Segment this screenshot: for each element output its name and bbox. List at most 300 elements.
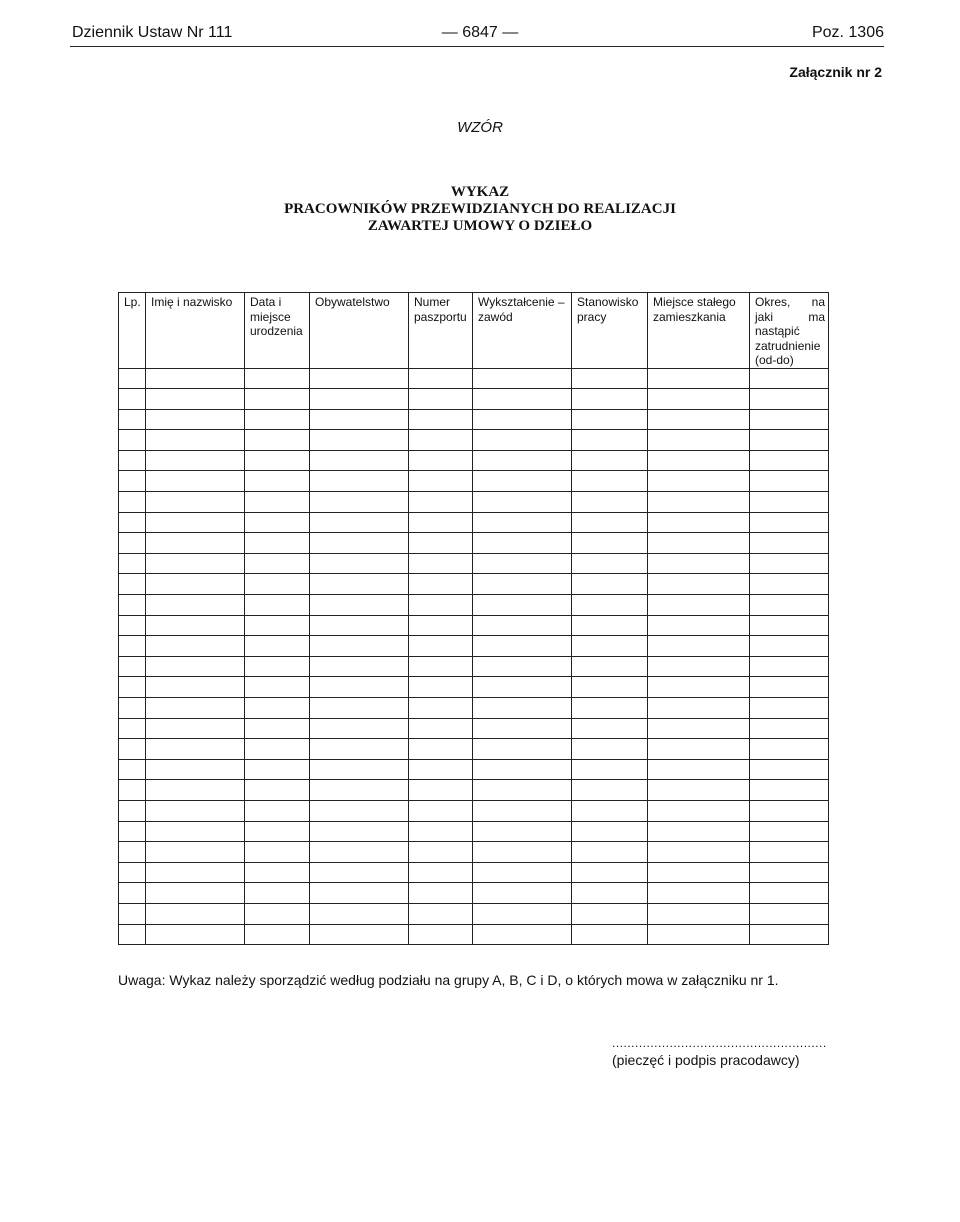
table-cell <box>409 821 473 842</box>
table-cell <box>310 718 409 739</box>
table-cell <box>750 615 829 636</box>
table-cell <box>648 656 750 677</box>
title-line: PRACOWNIKÓW PRZEWIDZIANYCH DO REALIZACJI <box>284 201 676 217</box>
column-header-lp: Lp. <box>119 293 146 369</box>
table-cell <box>409 698 473 719</box>
table-cell <box>146 512 245 533</box>
table-cell <box>648 739 750 760</box>
table-cell <box>473 883 572 904</box>
column-header-birth: Data i miejsce urodzenia <box>245 293 310 369</box>
table-cell <box>750 656 829 677</box>
title-line: WYKAZ <box>450 184 510 200</box>
table-cell <box>409 903 473 924</box>
table-body <box>119 368 829 945</box>
table-cell <box>146 883 245 904</box>
table-cell <box>648 533 750 554</box>
table-cell <box>119 677 146 698</box>
table-cell <box>409 677 473 698</box>
table-row <box>119 492 829 513</box>
table-cell <box>409 924 473 945</box>
table-cell <box>409 512 473 533</box>
table-cell <box>245 595 310 616</box>
table-cell <box>310 800 409 821</box>
table-cell <box>245 471 310 492</box>
table-cell <box>146 842 245 863</box>
column-header-period: Okres, na jaki ma nastąpić zatrudnienie (od-do) <box>750 293 829 369</box>
table-cell <box>146 698 245 719</box>
table-cell <box>119 780 146 801</box>
table-cell <box>245 924 310 945</box>
table-cell <box>473 862 572 883</box>
table-cell <box>409 842 473 863</box>
table-cell <box>473 533 572 554</box>
table-cell <box>750 492 829 513</box>
table-cell <box>648 471 750 492</box>
journal-title: Dziennik Ustaw Nr 111 <box>72 24 233 41</box>
table-cell <box>473 842 572 863</box>
table-cell <box>245 389 310 410</box>
title-line: ZAWARTEJ UMOWY O DZIEŁO <box>367 218 593 234</box>
table-row <box>119 450 829 471</box>
table-cell <box>310 883 409 904</box>
table-row <box>119 533 829 554</box>
page-number: — 6847 — <box>441 24 519 41</box>
table-cell <box>310 409 409 430</box>
table-cell <box>146 656 245 677</box>
table-cell <box>146 615 245 636</box>
table-cell <box>473 656 572 677</box>
table-cell <box>572 450 648 471</box>
table-cell <box>245 718 310 739</box>
table-cell <box>245 574 310 595</box>
table-cell <box>146 636 245 657</box>
table-cell <box>648 759 750 780</box>
table-cell <box>310 553 409 574</box>
table-cell <box>245 409 310 430</box>
table-cell <box>245 615 310 636</box>
table-cell <box>473 574 572 595</box>
table-cell <box>473 739 572 760</box>
table-cell <box>750 739 829 760</box>
table-cell <box>572 698 648 719</box>
table-cell <box>572 471 648 492</box>
table-row <box>119 903 829 924</box>
table-cell <box>572 924 648 945</box>
annex-label: Załącznik nr 2 <box>789 64 882 80</box>
table-cell <box>119 842 146 863</box>
table-cell <box>473 718 572 739</box>
table-cell <box>572 409 648 430</box>
table-cell <box>572 574 648 595</box>
table-cell <box>245 903 310 924</box>
table-cell <box>409 883 473 904</box>
table-cell <box>648 368 750 389</box>
table-cell <box>310 450 409 471</box>
table-cell <box>245 553 310 574</box>
table-cell <box>409 492 473 513</box>
table-cell <box>146 903 245 924</box>
table-header-row <box>119 293 829 369</box>
table-cell <box>572 759 648 780</box>
note-text: Uwaga: Wykaz należy sporządzić według podziału na grupy A, B, C i D, o których mowa w załączniku nr 1. <box>118 972 779 988</box>
table-cell <box>146 409 245 430</box>
table-cell <box>648 883 750 904</box>
table-cell <box>409 471 473 492</box>
table-cell <box>245 883 310 904</box>
table-cell <box>648 553 750 574</box>
table-cell <box>310 533 409 554</box>
table-cell <box>146 368 245 389</box>
table-cell <box>310 739 409 760</box>
table-cell <box>409 780 473 801</box>
table-cell <box>310 677 409 698</box>
table-cell <box>119 821 146 842</box>
table-cell <box>750 636 829 657</box>
table-row <box>119 636 829 657</box>
table-cell <box>473 924 572 945</box>
table-cell <box>119 862 146 883</box>
table-cell <box>473 389 572 410</box>
table-cell <box>119 574 146 595</box>
table-cell <box>750 430 829 451</box>
table-cell <box>245 739 310 760</box>
table-cell <box>473 450 572 471</box>
table-cell <box>473 595 572 616</box>
table-row <box>119 821 829 842</box>
table-cell <box>473 368 572 389</box>
table-cell <box>146 924 245 945</box>
table-cell <box>648 924 750 945</box>
table-cell <box>572 430 648 451</box>
table-row <box>119 718 829 739</box>
table-cell <box>750 368 829 389</box>
table-cell <box>572 862 648 883</box>
table-cell <box>310 862 409 883</box>
table-row <box>119 553 829 574</box>
table-cell <box>572 780 648 801</box>
table-cell <box>648 615 750 636</box>
table-row <box>119 739 829 760</box>
table-row <box>119 389 829 410</box>
table-cell <box>310 903 409 924</box>
table-row <box>119 574 829 595</box>
column-header-passport: Numer paszportu <box>409 293 473 369</box>
table-cell <box>750 924 829 945</box>
table-cell <box>648 636 750 657</box>
table-cell <box>572 739 648 760</box>
table-cell <box>245 636 310 657</box>
table-cell <box>750 409 829 430</box>
table-cell <box>310 636 409 657</box>
table-cell <box>119 883 146 904</box>
table-cell <box>572 368 648 389</box>
table-cell <box>245 780 310 801</box>
table-cell <box>409 739 473 760</box>
table-cell <box>750 883 829 904</box>
column-header-position: Stanowisko pracy <box>572 293 648 369</box>
table-cell <box>750 450 829 471</box>
table-row <box>119 615 829 636</box>
table-cell <box>409 862 473 883</box>
table-cell <box>409 368 473 389</box>
table-cell <box>119 739 146 760</box>
table-cell <box>572 903 648 924</box>
table-cell <box>648 595 750 616</box>
table-cell <box>572 615 648 636</box>
table-cell <box>245 492 310 513</box>
table-cell <box>409 553 473 574</box>
table-cell <box>750 595 829 616</box>
table-cell <box>473 821 572 842</box>
table-cell <box>119 924 146 945</box>
table-cell <box>750 718 829 739</box>
table-cell <box>310 492 409 513</box>
table-cell <box>119 553 146 574</box>
table-row <box>119 409 829 430</box>
table-cell <box>146 718 245 739</box>
table-cell <box>310 512 409 533</box>
table-cell <box>119 471 146 492</box>
template-label: WZÓR <box>457 119 503 136</box>
table-cell <box>648 389 750 410</box>
table-cell <box>310 821 409 842</box>
table-cell <box>409 389 473 410</box>
table-cell <box>572 883 648 904</box>
table-cell <box>473 800 572 821</box>
table-cell <box>245 450 310 471</box>
table-cell <box>648 903 750 924</box>
table-cell <box>119 698 146 719</box>
table-row <box>119 862 829 883</box>
table-cell <box>146 862 245 883</box>
table-cell <box>572 677 648 698</box>
table-cell <box>146 739 245 760</box>
table-cell <box>648 492 750 513</box>
document-title <box>0 184 960 235</box>
table-cell <box>119 533 146 554</box>
table-cell <box>648 821 750 842</box>
table-row <box>119 368 829 389</box>
table-cell <box>572 800 648 821</box>
table-cell <box>648 842 750 863</box>
table-cell <box>119 389 146 410</box>
table-cell <box>648 800 750 821</box>
table-cell <box>648 862 750 883</box>
table-cell <box>572 553 648 574</box>
table-cell <box>146 821 245 842</box>
table-cell <box>245 656 310 677</box>
table-cell <box>473 430 572 451</box>
signature-line: ........................................................ <box>612 1036 827 1050</box>
table-cell <box>146 492 245 513</box>
table-cell <box>750 471 829 492</box>
table-row <box>119 883 829 904</box>
table-cell <box>572 718 648 739</box>
table-cell <box>750 533 829 554</box>
table-cell <box>146 574 245 595</box>
table-cell <box>473 759 572 780</box>
table-cell <box>310 842 409 863</box>
table-cell <box>245 430 310 451</box>
table-cell <box>245 821 310 842</box>
table-cell <box>473 492 572 513</box>
table-cell <box>245 533 310 554</box>
table-cell <box>310 759 409 780</box>
table-cell <box>648 718 750 739</box>
column-header-education: Wykształcenie – zawód <box>473 293 572 369</box>
table-cell <box>750 677 829 698</box>
table-cell <box>245 759 310 780</box>
table-cell <box>310 780 409 801</box>
table-row <box>119 471 829 492</box>
table-cell <box>409 409 473 430</box>
table-cell <box>119 636 146 657</box>
table-cell <box>146 389 245 410</box>
table-cell <box>750 574 829 595</box>
table-cell <box>146 800 245 821</box>
table-cell <box>245 862 310 883</box>
table-cell <box>648 430 750 451</box>
table-cell <box>750 800 829 821</box>
table-cell <box>409 615 473 636</box>
table-cell <box>648 698 750 719</box>
table-cell <box>119 656 146 677</box>
employee-list-table <box>118 292 829 945</box>
table-cell <box>473 636 572 657</box>
position-number: Poz. 1306 <box>811 24 884 41</box>
table-cell <box>409 450 473 471</box>
table-cell <box>750 862 829 883</box>
table-cell <box>473 698 572 719</box>
table-cell <box>310 368 409 389</box>
table-cell <box>648 780 750 801</box>
table-cell <box>245 512 310 533</box>
table-cell <box>409 430 473 451</box>
table-cell <box>245 368 310 389</box>
table-cell <box>648 677 750 698</box>
table-cell <box>572 492 648 513</box>
table-cell <box>409 656 473 677</box>
table-cell <box>119 492 146 513</box>
table-cell <box>310 389 409 410</box>
table-cell <box>119 595 146 616</box>
table-row <box>119 430 829 451</box>
table-cell <box>146 471 245 492</box>
table-cell <box>146 533 245 554</box>
table-row <box>119 677 829 698</box>
table-cell <box>473 677 572 698</box>
table-cell <box>119 718 146 739</box>
table-cell <box>473 553 572 574</box>
table-row <box>119 656 829 677</box>
signature-label: (pieczęć i podpis pracodawcy) <box>612 1052 800 1068</box>
table-cell <box>146 553 245 574</box>
table-row <box>119 698 829 719</box>
table-cell <box>572 842 648 863</box>
table-cell <box>572 656 648 677</box>
table-cell <box>750 553 829 574</box>
table-row <box>119 512 829 533</box>
table-cell <box>146 759 245 780</box>
table-cell <box>310 595 409 616</box>
table-cell <box>572 821 648 842</box>
table-cell <box>245 677 310 698</box>
table-cell <box>310 656 409 677</box>
column-header-name: Imię i nazwisko <box>146 293 245 369</box>
table-row <box>119 595 829 616</box>
table-cell <box>146 430 245 451</box>
header-divider <box>70 46 884 47</box>
table-cell <box>648 574 750 595</box>
table-cell <box>750 903 829 924</box>
table-cell <box>750 512 829 533</box>
table-cell <box>119 903 146 924</box>
table-cell <box>473 409 572 430</box>
table-cell <box>572 595 648 616</box>
table-cell <box>473 615 572 636</box>
table-cell <box>648 450 750 471</box>
table-cell <box>409 595 473 616</box>
table-cell <box>310 471 409 492</box>
table-row <box>119 759 829 780</box>
table-cell <box>750 389 829 410</box>
table-cell <box>245 842 310 863</box>
table-cell <box>572 512 648 533</box>
table-cell <box>245 800 310 821</box>
table-cell <box>409 574 473 595</box>
table-cell <box>119 409 146 430</box>
table-cell <box>119 615 146 636</box>
column-header-citizenship: Obywatelstwo <box>310 293 409 369</box>
table-cell <box>146 780 245 801</box>
table-cell <box>750 821 829 842</box>
table-cell <box>409 800 473 821</box>
table-cell <box>750 698 829 719</box>
table-cell <box>310 924 409 945</box>
table-cell <box>648 409 750 430</box>
table-cell <box>310 615 409 636</box>
table-cell <box>750 759 829 780</box>
table-cell <box>572 389 648 410</box>
table-cell <box>119 800 146 821</box>
table-cell <box>409 636 473 657</box>
table-row <box>119 800 829 821</box>
table-cell <box>119 759 146 780</box>
table-cell <box>473 471 572 492</box>
table-cell <box>473 512 572 533</box>
table-row <box>119 924 829 945</box>
table-cell <box>648 512 750 533</box>
table-cell <box>310 574 409 595</box>
table-cell <box>750 780 829 801</box>
table-cell <box>119 430 146 451</box>
table-row <box>119 780 829 801</box>
table-cell <box>409 718 473 739</box>
table-cell <box>409 759 473 780</box>
table-cell <box>146 450 245 471</box>
table-cell <box>119 512 146 533</box>
table-cell <box>572 636 648 657</box>
table-cell <box>245 698 310 719</box>
table-cell <box>473 780 572 801</box>
table-cell <box>473 903 572 924</box>
table-cell <box>572 533 648 554</box>
table-cell <box>119 450 146 471</box>
table-cell <box>146 595 245 616</box>
column-header-residence: Miejsce stałego zamieszkania <box>648 293 750 369</box>
table-row <box>119 842 829 863</box>
table-cell <box>146 677 245 698</box>
